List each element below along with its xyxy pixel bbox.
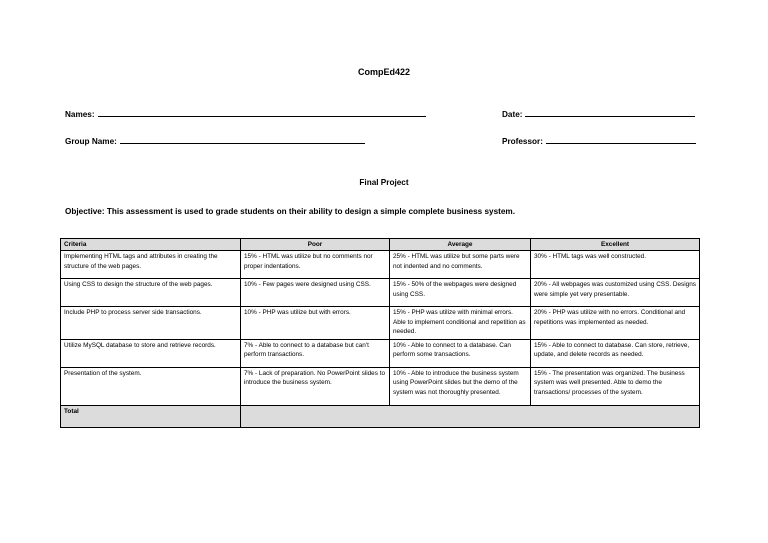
average-cell: 25% - HTML was utilize but some parts were not indented and no comments.	[390, 251, 531, 279]
objective-statement: Objective: This assessment is used to grade students on their ability to design a simple complete business system.	[65, 207, 515, 216]
table-row	[61, 251, 700, 279]
excellent-cell: 20% - PHP was utilize with no errors. Conditional and repetitions was implemented as needed.	[531, 307, 700, 340]
rubric-header-row	[61, 239, 700, 251]
excellent-cell: 15% - The presentation was organized. The business system was well presented. Able to demo the transactions/ processes of the system.	[531, 367, 700, 405]
average-cell: 10% - Able to introduce the business system using PowerPoint slides but the demo of the system was not thoroughly presented.	[390, 367, 531, 405]
date-blank-line	[525, 109, 695, 117]
header-average: Average	[390, 239, 531, 251]
criteria-cell: Using CSS to design the structure of the web pages.	[61, 279, 241, 307]
table-row	[61, 307, 700, 340]
criteria-cell: Utilize MySQL database to store and retrieve records.	[61, 339, 241, 367]
total-row	[61, 405, 700, 427]
poor-cell: 7% - Lack of preparation. No PowerPoint slides to introduce the business system.	[241, 367, 390, 405]
names-field	[65, 109, 426, 119]
table-row	[61, 279, 700, 307]
names-blank-line	[98, 109, 426, 117]
professor-field	[502, 136, 696, 146]
total-value-cell	[241, 405, 700, 427]
excellent-cell: 15% - Able to connect to database. Can store, retrieve, update, and delete records as needed.	[531, 339, 700, 367]
professor-label: Professor:	[502, 137, 543, 146]
excellent-cell: 30% - HTML tags was well constructed.	[531, 251, 700, 279]
header-excellent: Excellent	[531, 239, 700, 251]
criteria-cell: Implementing HTML tags and attributes in creating the structure of the web pages.	[61, 251, 241, 279]
professor-blank-line	[546, 136, 696, 144]
poor-cell: 15% - HTML was utilize but no comments nor proper indentations.	[241, 251, 390, 279]
group-name-field	[65, 136, 365, 146]
table-row	[61, 339, 700, 367]
group-name-label: Group Name:	[65, 137, 117, 146]
section-subtitle: Final Project	[359, 178, 409, 187]
poor-cell: 10% - Few pages were designed using CSS.	[241, 279, 390, 307]
criteria-cell: Include PHP to process server side transactions.	[61, 307, 241, 340]
names-label: Names:	[65, 110, 95, 119]
criteria-cell: Presentation of the system.	[61, 367, 241, 405]
date-label: Date:	[502, 110, 523, 119]
rubric-table	[60, 238, 700, 428]
average-cell: 10% - Able to connect to a database. Can perform some transactions.	[390, 339, 531, 367]
total-label: Total	[61, 405, 241, 427]
average-cell: 15% - PHP was utilize with minimal errors. Able to implement conditional and repetition as needed.	[390, 307, 531, 340]
header-poor: Poor	[241, 239, 390, 251]
table-row	[61, 367, 700, 405]
poor-cell: 10% - PHP was utilize but with errors.	[241, 307, 390, 340]
poor-cell: 7% - Able to connect to a database but can't perform transactions.	[241, 339, 390, 367]
date-field	[502, 109, 695, 119]
header-criteria: Criteria	[61, 239, 241, 251]
average-cell: 15% - 50% of the webpages were designed using CSS.	[390, 279, 531, 307]
excellent-cell: 20% - All webpages was customized using CSS. Designs were simple yet very presentable.	[531, 279, 700, 307]
document-title: CompEd422	[357, 67, 410, 77]
group-name-blank-line	[120, 136, 365, 144]
